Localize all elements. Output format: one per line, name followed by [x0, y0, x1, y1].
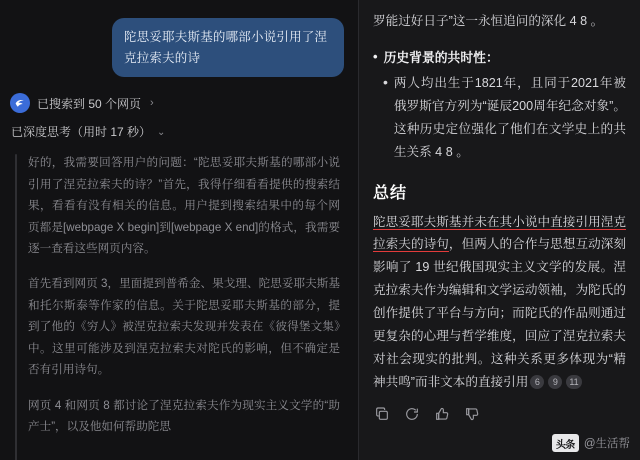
summary-heading: 总结 — [373, 184, 408, 202]
watermark-logo: 头条 — [552, 434, 579, 452]
section-heading-label: 历史背景的共时性： — [383, 49, 499, 65]
reasoning-paragraph: 网页 4 和网页 8 都讨论了涅克拉索夫作为现实主义文学的“助产士”，以及他如何帮助陀思 — [28, 398, 340, 434]
summary-paragraph-rest: ，但两人的合作与思想互动深刻影响了 19 世纪俄国现实主义文学的发展。涅克拉索夫作为编辑和文学运动领袖，为陀氏的创作提供了平台与方向；而陀氏的作品则通过更复杂的心理与哲学维度，回应了涅克拉索夫对社会现实的批判。这种关系更多体现为“精神共鸣”而非文本的直接引用 — [373, 237, 627, 389]
thinking-status-row[interactable] — [10, 123, 346, 140]
copy-icon[interactable] — [374, 406, 390, 422]
citation-badge[interactable]: 11 — [566, 375, 581, 389]
citation-badge[interactable]: 6 — [530, 375, 544, 389]
message-action-bar — [373, 406, 626, 422]
reasoning-paragraph: 首先看到网页 3，里面提到普希金、果戈理、陀思妥耶夫斯基和托尔斯泰等作家的信息。关于陀思妥耶夫斯基的部分，提到了他的《穷人》被涅克拉索夫发现并发表在《彼得堡文集》中。这里可能涉及到涅克拉索夫对陀氏的影响，但不确定是否有引用诗句。 — [28, 277, 340, 377]
thumbs-up-icon[interactable] — [434, 406, 450, 422]
reasoning-paragraph: 好的，我需要回答用户的问题：“陀思妥耶夫斯基的哪部小说引用了涅克拉索夫的诗？”首先，我得仔细看看提供的搜索结果，看看有没有相关的信息。用户提到搜索结果中的每个网页都是[webpage X begin]到[webpage X end]的格式，我需要逐一查看这些网页内容。 — [28, 156, 340, 255]
summary-paragraph — [373, 211, 626, 394]
assistant-avatar-icon — [10, 93, 30, 113]
citation-badge[interactable]: 9 — [548, 375, 562, 389]
bullet-dot-icon: • — [383, 73, 388, 90]
user-message-row — [0, 0, 358, 77]
chevron-right-icon[interactable]: › — [150, 97, 154, 110]
watermark-text: @生活帮 — [583, 438, 630, 450]
bullet-dot-icon: • — [373, 48, 378, 64]
answer-paragraph-top-text: 罗能过好日子”这一永恒追问的深化 4 8 。 — [373, 14, 604, 28]
thinking-status-label: 已深度思考（用时 17 秒） — [11, 125, 152, 140]
user-message-bubble: 陀思妥耶夫斯基的哪部小说引用了涅克拉索夫的诗 — [112, 18, 344, 77]
answer-paragraph-top — [373, 10, 626, 33]
list-item — [373, 72, 626, 164]
search-status-row[interactable] — [10, 93, 346, 113]
answer-pane — [359, 0, 640, 460]
watermark — [552, 434, 630, 452]
highlighted-claim: 陀思妥耶夫斯基并未在其小说中直接引用涅克拉索夫的诗句 — [373, 214, 626, 252]
search-status-label: 已搜索到 50 个网页 — [37, 96, 142, 111]
chevron-down-icon[interactable]: ⌄ — [157, 127, 166, 139]
list-item-text: 两人均出生于1821年，且同于2021年被俄罗斯官方列为“诞辰200周年纪念对象”。这种历史定位强化了他们在文学史上的共生关系 4 8 。 — [393, 75, 626, 159]
reasoning-trace — [15, 152, 346, 437]
refresh-icon[interactable] — [404, 406, 420, 422]
assistant-response-block — [0, 93, 358, 437]
thumbs-down-icon[interactable] — [464, 406, 480, 422]
reasoning-side-bar — [15, 154, 17, 460]
section-heading-historical-context — [373, 47, 626, 66]
